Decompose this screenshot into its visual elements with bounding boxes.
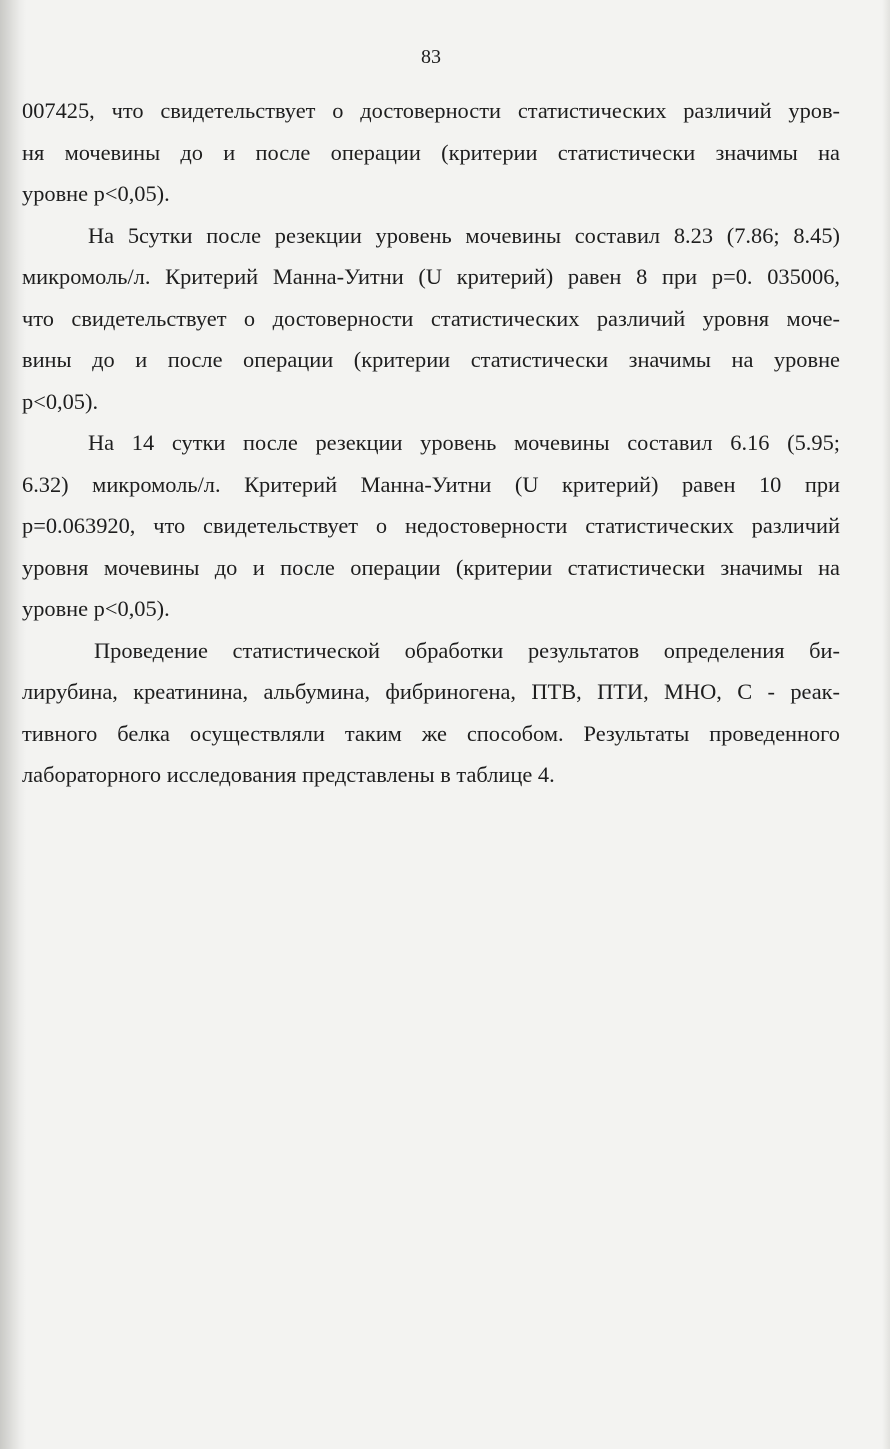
text-line: уровне р<0,05). (22, 181, 170, 206)
document-body (22, 90, 840, 796)
text-line: ня мочевины до и после операции (критерии статистически значимы на (22, 139, 840, 165)
text-line: 6.32) микромоль/л. Критерий Манна-Уитни (U критерий) равен 10 при (22, 471, 840, 497)
text-line: лирубина, креатинина, альбумина, фибриногена, ПТВ, ПТИ, МНО, С - реак- (22, 679, 840, 704)
text-line: 007425, что свидетельствует о достоверности статистических различий уров- (22, 98, 840, 123)
paragraph-first-line: На 14 сутки после резекции уровень мочевины составил 6.16 (5.95; (88, 430, 840, 455)
text-line: микромоль/л. Критерий Манна-Уитни (U критерий) равен 8 при р=0. 035006, (22, 264, 840, 289)
text-line: лабораторного исследования представлены в таблице 4. (22, 762, 555, 787)
paragraph-first-line: На 5сутки после резекции уровень мочевины составил 8.23 (7.86; 8.45) (88, 222, 840, 248)
page-number: 83 (421, 46, 441, 68)
text-line: уровня мочевины до и после операции (критерии статистически значимы на (22, 554, 840, 580)
text-line: р<0,05). (22, 388, 99, 414)
text-line: уровне р<0,05). (22, 596, 170, 621)
paragraph-first-line: Проведение статистической обработки результатов определения би- (94, 637, 840, 663)
text-line: вины до и после операции (критерии статистически значимы на уровне (22, 347, 840, 372)
text-line: р=0.063920, что свидетельствует о недостоверности статистических различий (22, 513, 840, 538)
scan-right-edge (882, 0, 890, 1449)
text-line: что свидетельствует о достоверности статистических различий уровня моче- (22, 305, 840, 331)
text-line: тивного белка осуществляли таким же способом. Результаты проведенного (22, 720, 840, 746)
